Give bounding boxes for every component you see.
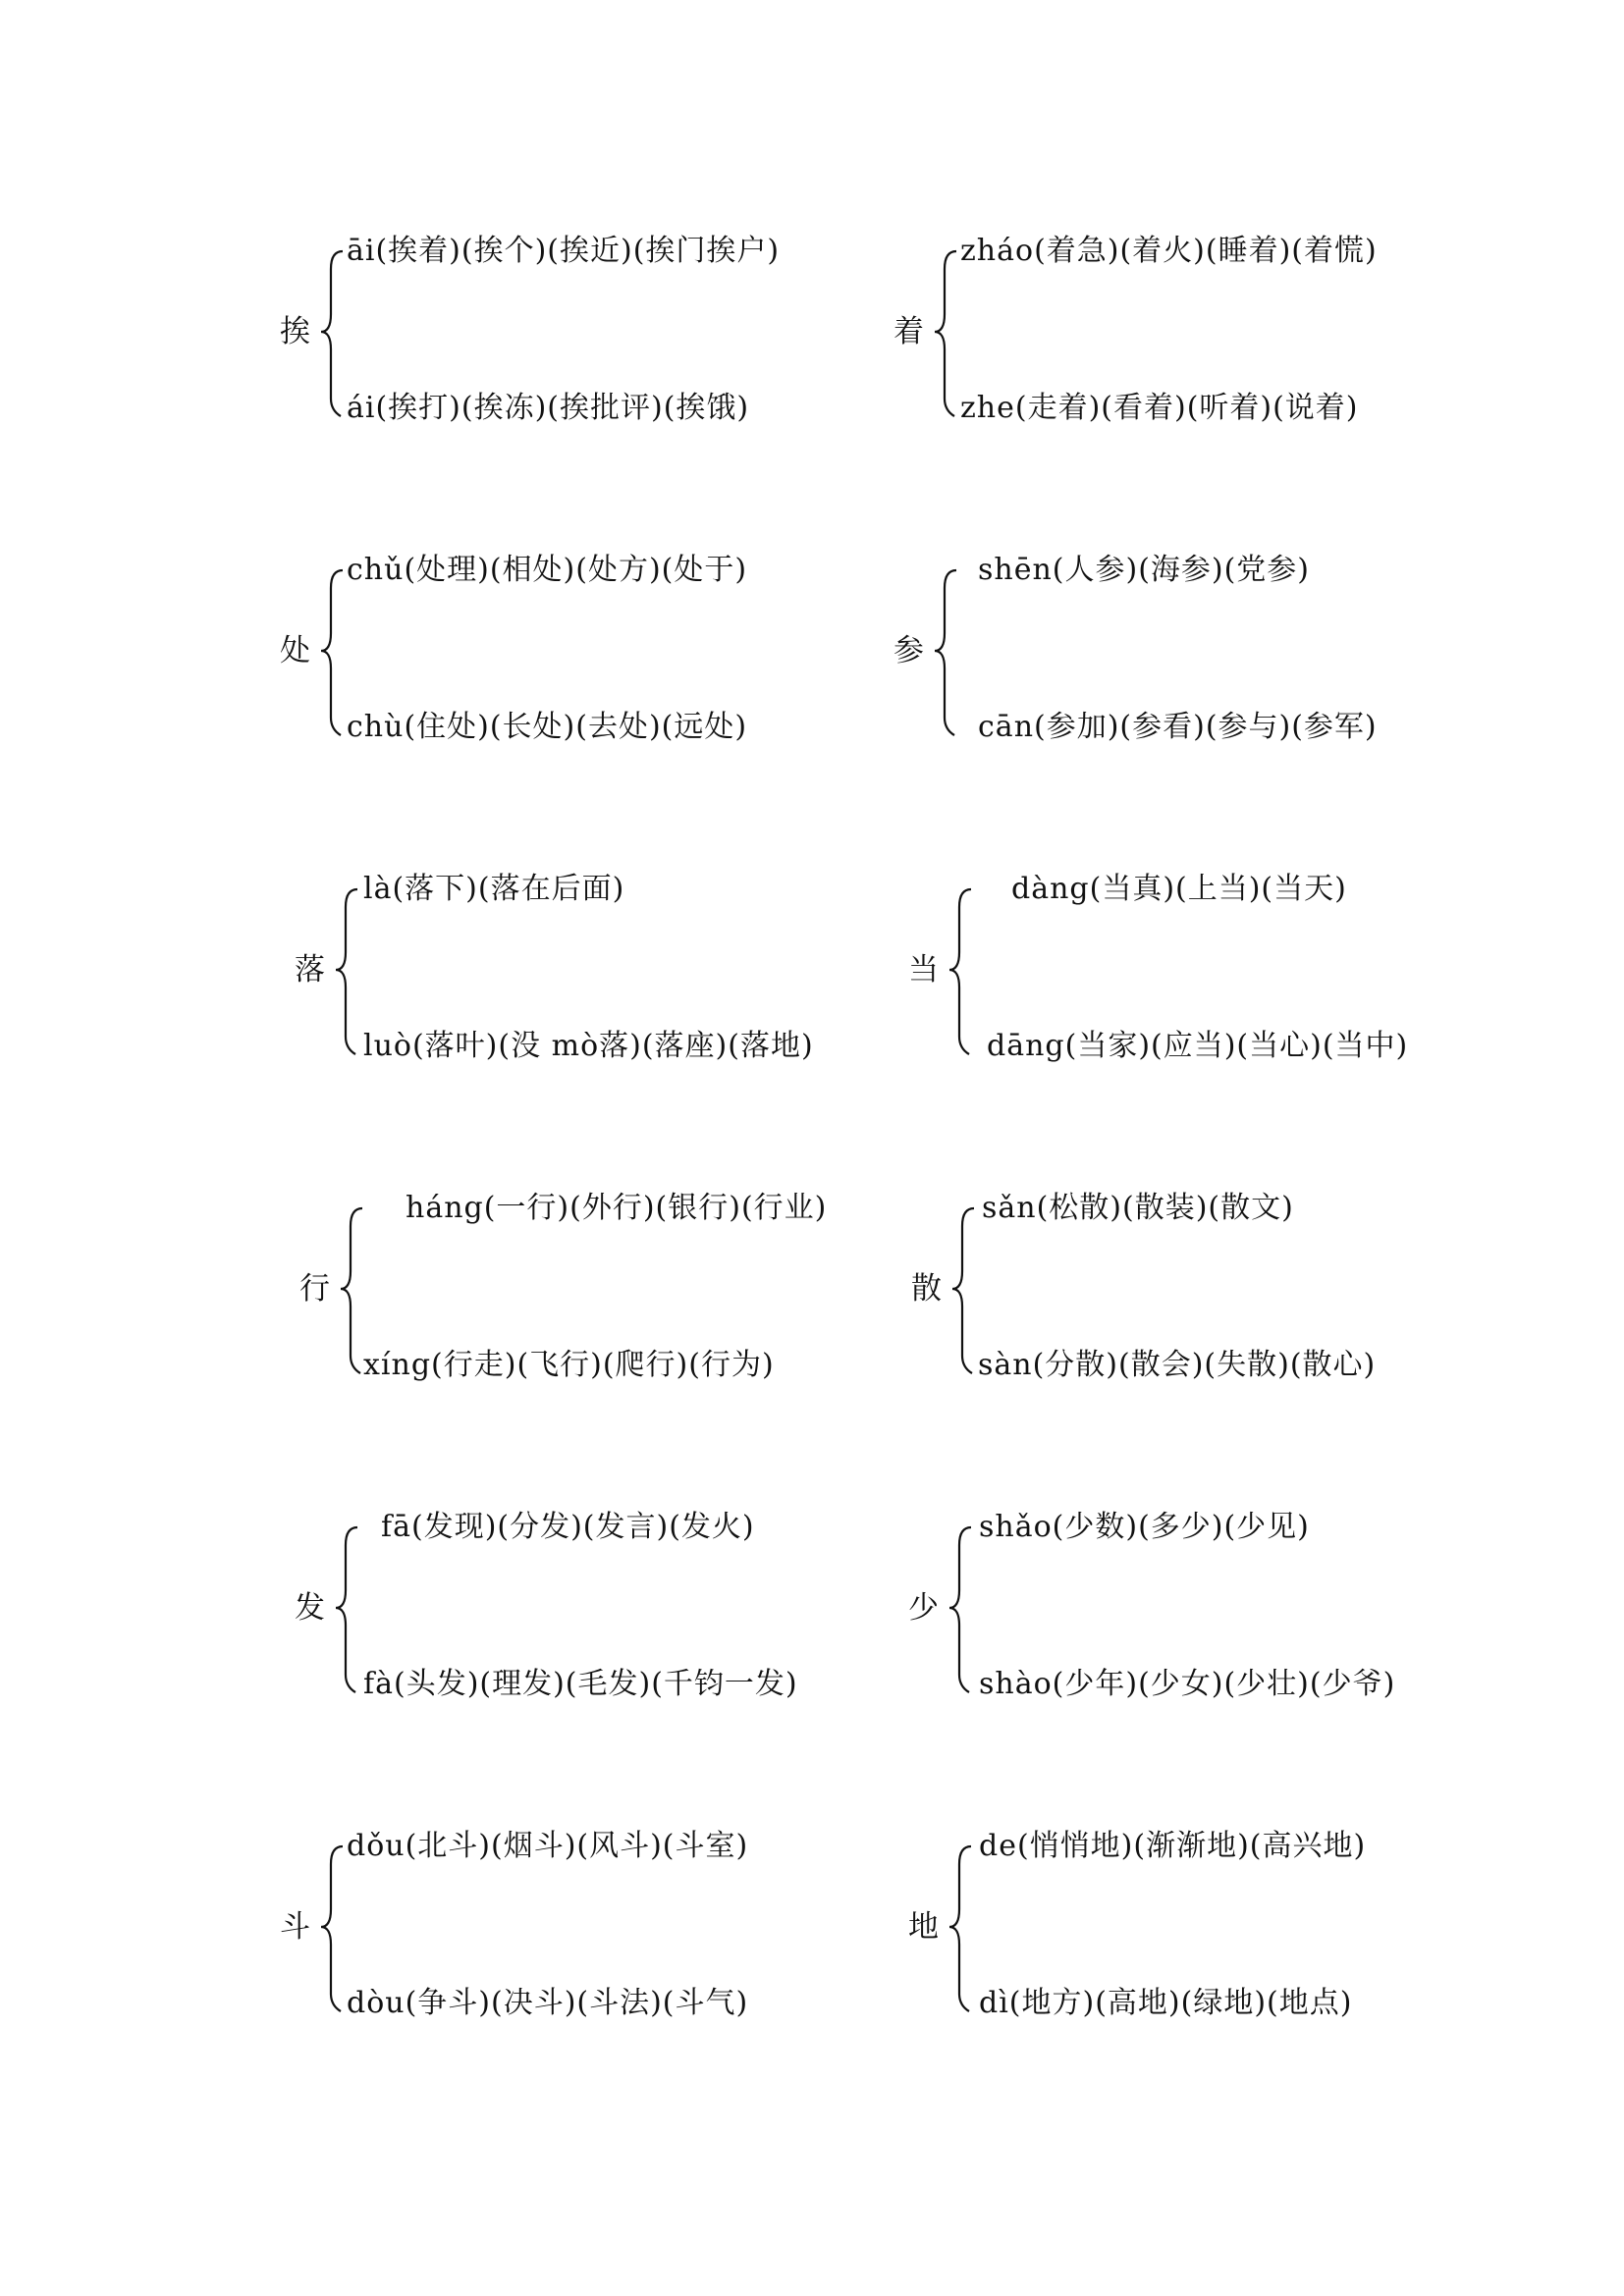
reading-primary: de(悄悄地)(渐渐地)(高兴地) [979,1829,1367,1863]
entry-de [908,1829,1458,2025]
brace [950,1191,980,1387]
headword: 地 [908,1909,939,1945]
entry-chu [280,553,830,749]
reading-primary: āi(挨着)(挨个)(挨近)(挨门挨户) [347,234,781,268]
brace [933,553,962,749]
entry-zhe [893,234,1443,430]
headword: 斗 [280,1909,310,1945]
headword: 落 [295,952,325,988]
brace [947,872,977,1068]
reading-secondary: zhe(走着)(看着)(听着)(说着) [960,391,1359,425]
reading-secondary: dòu(争斗)(决斗)(斗法)(斗气) [347,1986,749,2020]
headword: 行 [299,1271,330,1307]
reading-secondary: shào(少年)(少女)(少壮)(少爷) [979,1667,1396,1701]
entry-fa [295,1510,844,1706]
entry-hang [299,1191,849,1387]
reading-secondary: cān(参加)(参看)(参与)(参军) [978,710,1378,744]
brace [319,553,349,749]
entry-dang [908,872,1458,1068]
reading-secondary: fà(头发)(理发)(毛发)(千钧一发) [363,1667,798,1701]
headword: 散 [911,1271,942,1307]
brace [947,1510,977,1706]
entry-ai [280,234,830,430]
headword: 挨 [280,314,310,349]
entry-dou [280,1829,830,2025]
headword: 发 [295,1590,325,1626]
reading-primary: fā(发现)(分发)(发言)(发火) [381,1510,755,1544]
entry-san [911,1191,1461,1387]
reading-primary: sǎn(松散)(散装)(散文) [982,1191,1294,1225]
reading-secondary: dì(地方)(高地)(绿地)(地点) [979,1986,1353,2020]
reading-secondary: sàn(分散)(散会)(失散)(散心) [978,1348,1377,1382]
reading-primary: dǒu(北斗)(烟斗)(风斗)(斗室) [347,1829,749,1863]
headword: 处 [280,633,310,668]
reading-primary: háng(一行)(外行)(银行)(行业) [406,1191,828,1225]
headword: 参 [893,633,924,668]
reading-primary: chǔ(处理)(相处)(处方)(处于) [347,553,748,587]
reading-secondary: dāng(当家)(应当)(当心)(当中) [987,1029,1409,1063]
entry-luo [295,872,844,1068]
reading-primary: zháo(着急)(着火)(睡着)(着慌) [960,234,1378,268]
brace [319,1829,349,2025]
entry-shao [908,1510,1458,1706]
brace [334,872,363,1068]
reading-secondary: chù(住处)(长处)(去处)(远处) [347,710,748,744]
reading-primary: dàng(当真)(上当)(当天) [1011,872,1347,906]
reading-primary: shǎo(少数)(多少)(少见) [979,1510,1310,1544]
entry-shen [893,553,1443,749]
brace [933,234,962,430]
brace [334,1510,363,1706]
reading-primary: shēn(人参)(海参)(党参) [978,553,1311,587]
brace [319,234,349,430]
headword: 少 [908,1590,939,1626]
brace [947,1829,977,2025]
headword: 着 [893,314,924,349]
reading-primary: là(落下)(落在后面) [363,872,625,906]
reading-secondary: xíng(行走)(飞行)(爬行)(行为) [363,1348,775,1382]
headword: 当 [908,952,939,988]
reading-secondary: ái(挨打)(挨冻)(挨批评)(挨饿) [347,391,750,425]
reading-secondary: luò(落叶)(没 mò落)(落座)(落地) [363,1029,814,1063]
